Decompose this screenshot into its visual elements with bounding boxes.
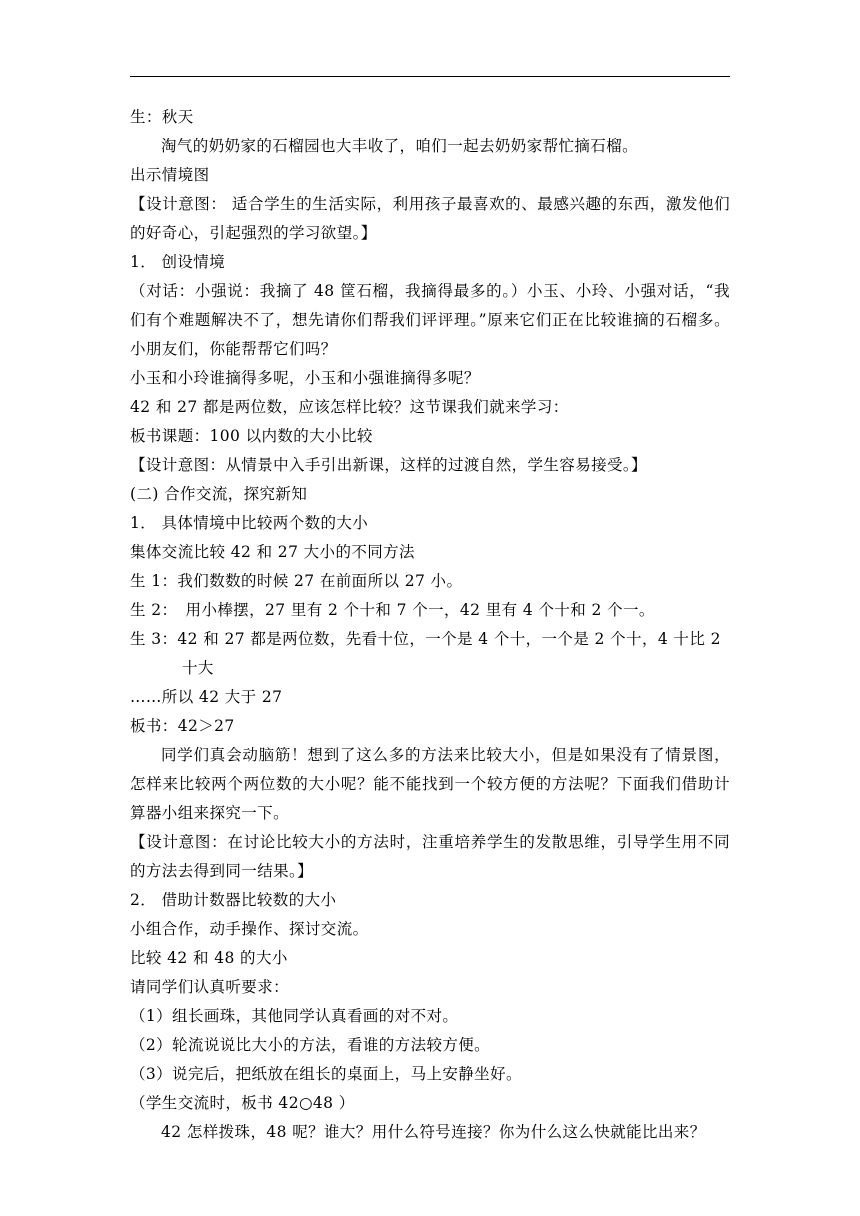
show-scene-picture: 出示情境图	[130, 166, 210, 184]
requirement-1: （1）组长画珠，其他同学认真看画的对不对。	[130, 1007, 459, 1025]
student-2-answer: 生 2： 用小棒摆，27 里有 2 个十和 7 个一，42 里有 4 个十和 2 个一。	[130, 601, 655, 619]
dialogue-paragraph: （对话：小强说：我摘了 48 筐石榴，我摘得最多的。）小玉、小玲、小强对话，“我们有个难题解决不了，想先请你们帮我们评评理。”原来它们正在比较谁摘的石榴多。小朋友们，你能帮帮它们吗？	[130, 282, 730, 358]
group-work-line: 小组合作，动手操作、探讨交流。	[130, 920, 369, 938]
dialogue-student-autumn: 生：秋天	[130, 108, 194, 126]
board-42-vs-48: （学生交流时，板书 42○48 ）	[130, 1094, 355, 1112]
requirement-2: （2）轮流说说比大小的方法，看谁的方法较方便。	[130, 1036, 491, 1054]
design-intent-2: 【设计意图：从情景中入手引出新课，这样的过渡自然，学生容易接受。】	[130, 456, 647, 474]
two-digit-question: 42 和 27 都是两位数，应该怎样比较？这节课我们就来学习：	[130, 398, 569, 416]
section-2-heading: (二) 合作交流，探究新知	[130, 485, 308, 503]
design-intent-3: 【设计意图：在讨论比较大小的方法时，注重培养学生的发散思维，引导学生用不同的方法去得到同一结果。】	[130, 833, 730, 880]
conclusion-42-greater: ……所以 42 大于 27	[130, 688, 283, 706]
student-3-answer: 生 3：42 和 27 都是两位数，先看十位，一个是 4 个十，一个是 2 个十，4 十比 2	[130, 630, 721, 648]
board-42-gt-27: 板书：42＞27	[130, 717, 235, 735]
compare-42-48: 比较 42 和 48 的大小	[130, 949, 288, 967]
section-1-heading: 1． 创设情境	[130, 253, 226, 271]
story-intro: 淘气的奶奶家的石榴园也大丰收了，咱们一起去奶奶家帮忙摘石榴。	[161, 137, 639, 155]
closing-question: 42 怎样拨珠，48 呢？谁大？用什么符号连接？你为什么这么快就能比出来？	[161, 1123, 706, 1141]
student-1-answer: 生 1：我们数数的时候 27 在前面所以 27 小。	[130, 572, 463, 590]
group-discussion-line: 集体交流比较 42 和 27 大小的不同方法	[130, 543, 415, 561]
requirement-3: （3）说完后，把纸放在组长的桌面上，马上安静坐好。	[130, 1065, 522, 1083]
subsection-2-heading: 2． 借助计数器比较数的大小	[130, 891, 337, 909]
transition-paragraph: 同学们真会动脑筋！想到了这么多的方法来比较大小，但是如果没有了情景图，怎样来比较两个两位数的大小呢？能不能找到一个较方便的方法呢？下面我们借助计算器小组来探究一下。	[130, 746, 730, 822]
header-rule	[130, 76, 730, 77]
document-body	[130, 103, 730, 1147]
lesson-title-board: 板书课题：100 以内数的大小比较	[130, 427, 373, 445]
student-3-answer-cont: 十大	[182, 659, 214, 677]
subsection-1-heading: 1． 具体情境中比较两个数的大小	[130, 514, 369, 532]
requirements-intro: 请同学们认真听要求：	[130, 978, 290, 996]
design-intent-1: 【设计意图： 适合学生的生活实际，利用孩子最喜欢的、最感兴趣的东西，激发他们的好奇心，引起强烈的学习欲望。】	[130, 195, 730, 242]
question-who-picked-more: 小玉和小玲谁摘得多呢，小玉和小强谁摘得多呢？	[130, 369, 480, 387]
